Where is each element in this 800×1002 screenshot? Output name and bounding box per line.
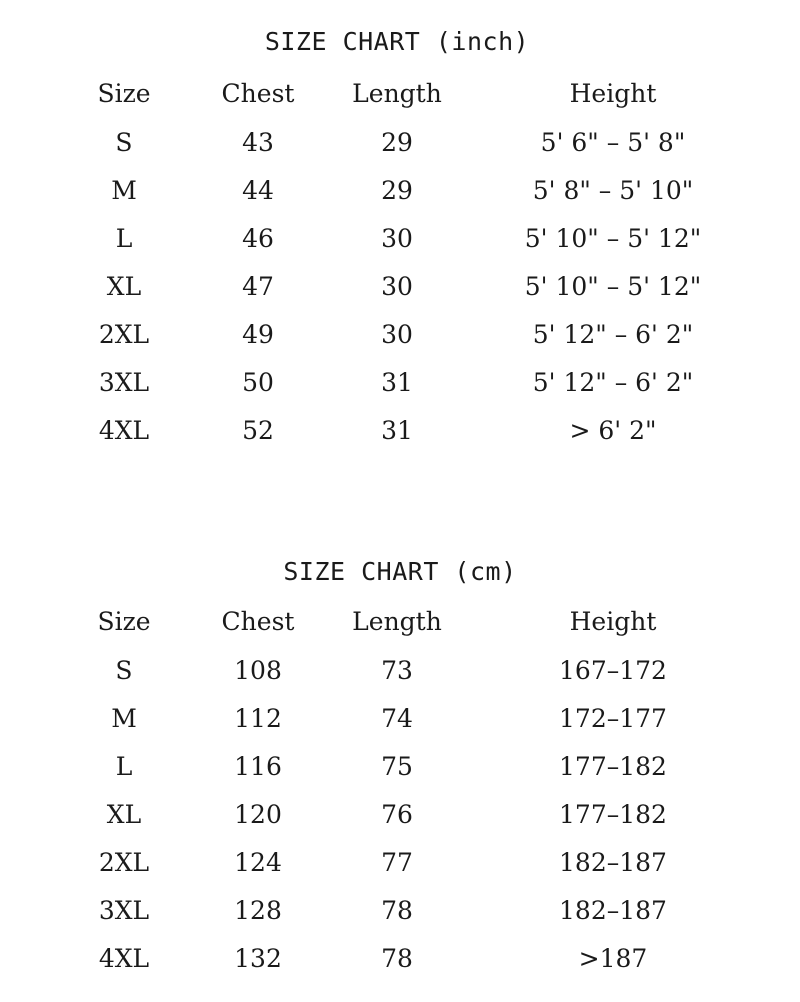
cell-height: 172–177 — [559, 703, 667, 733]
cell-length: 31 — [381, 415, 413, 445]
size-table-cm — [0, 596, 800, 982]
cell-height: 5' 12" – 6' 2" — [532, 367, 694, 397]
table-row — [0, 742, 800, 790]
cell-length: 74 — [381, 703, 413, 733]
table-row — [0, 694, 800, 742]
cell-chest: 128 — [234, 895, 282, 925]
cell-length: 29 — [381, 175, 413, 205]
cell-chest: 112 — [234, 703, 282, 733]
cell-chest: 43 — [242, 127, 274, 157]
cell-height: > 6' 2" — [569, 415, 657, 445]
header-height: Height — [569, 78, 657, 108]
cell-height: 182–187 — [559, 847, 667, 877]
cell-size: 2XL — [98, 847, 150, 877]
cell-length: 29 — [381, 127, 413, 157]
table-row — [0, 310, 800, 358]
cell-height: 5' 10" – 5' 12" — [524, 271, 702, 301]
cell-length: 73 — [381, 655, 413, 685]
table-row — [0, 118, 800, 166]
cell-length: 78 — [381, 895, 413, 925]
cell-length: 76 — [381, 799, 413, 829]
cell-size: L — [115, 751, 133, 781]
cell-size: M — [111, 703, 137, 733]
cell-height: 182–187 — [559, 895, 667, 925]
cell-height: 5' 6" – 5' 8" — [540, 127, 686, 157]
table-row — [0, 406, 800, 454]
table-row — [0, 838, 800, 886]
table-row — [0, 934, 800, 982]
cell-chest: 120 — [234, 799, 282, 829]
header-chest: Chest — [221, 606, 295, 636]
size-table-inch — [0, 68, 800, 454]
chart-title: SIZE CHART (cm) — [283, 557, 517, 586]
cell-size: 2XL — [98, 319, 150, 349]
cell-size: S — [115, 655, 133, 685]
cell-length: 30 — [381, 223, 413, 253]
header-length: Length — [352, 606, 442, 636]
cell-size: 4XL — [98, 415, 150, 445]
cell-chest: 108 — [234, 655, 282, 685]
cell-size: 3XL — [98, 895, 150, 925]
header-size: Size — [97, 606, 151, 636]
cell-height: 177–182 — [559, 799, 667, 829]
cell-chest: 47 — [242, 271, 274, 301]
cell-height: 5' 12" – 6' 2" — [532, 319, 694, 349]
cell-length: 30 — [381, 319, 413, 349]
cell-length: 31 — [381, 367, 413, 397]
table-row — [0, 214, 800, 262]
cell-height: 177–182 — [559, 751, 667, 781]
chart-title: SIZE CHART (inch) — [264, 27, 530, 56]
cell-chest: 132 — [234, 943, 282, 973]
header-length: Length — [352, 78, 442, 108]
cell-size: XL — [106, 799, 142, 829]
table-row — [0, 886, 800, 934]
cell-size: 4XL — [98, 943, 150, 973]
table-header-row — [0, 596, 800, 646]
cell-chest: 44 — [242, 175, 274, 205]
header-height: Height — [569, 606, 657, 636]
cell-size: XL — [106, 271, 142, 301]
cell-height: 5' 10" – 5' 12" — [524, 223, 702, 253]
table-row — [0, 358, 800, 406]
cell-length: 30 — [381, 271, 413, 301]
header-chest: Chest — [221, 78, 295, 108]
table-row — [0, 646, 800, 694]
cell-height: 167–172 — [559, 655, 667, 685]
cell-size: 3XL — [98, 367, 150, 397]
table-header-row — [0, 68, 800, 118]
cell-chest: 52 — [242, 415, 274, 445]
cell-size: S — [115, 127, 133, 157]
cell-height: >187 — [578, 943, 648, 973]
cell-length: 75 — [381, 751, 413, 781]
cell-length: 77 — [381, 847, 413, 877]
cell-chest: 46 — [242, 223, 274, 253]
cell-chest: 116 — [234, 751, 282, 781]
table-row — [0, 790, 800, 838]
cell-chest: 50 — [242, 367, 274, 397]
cell-size: L — [115, 223, 133, 253]
cell-length: 78 — [381, 943, 413, 973]
cell-chest: 124 — [234, 847, 282, 877]
table-row — [0, 166, 800, 214]
cell-height: 5' 8" – 5' 10" — [532, 175, 694, 205]
cell-size: M — [111, 175, 137, 205]
table-row — [0, 262, 800, 310]
header-size: Size — [97, 78, 151, 108]
cell-chest: 49 — [242, 319, 274, 349]
